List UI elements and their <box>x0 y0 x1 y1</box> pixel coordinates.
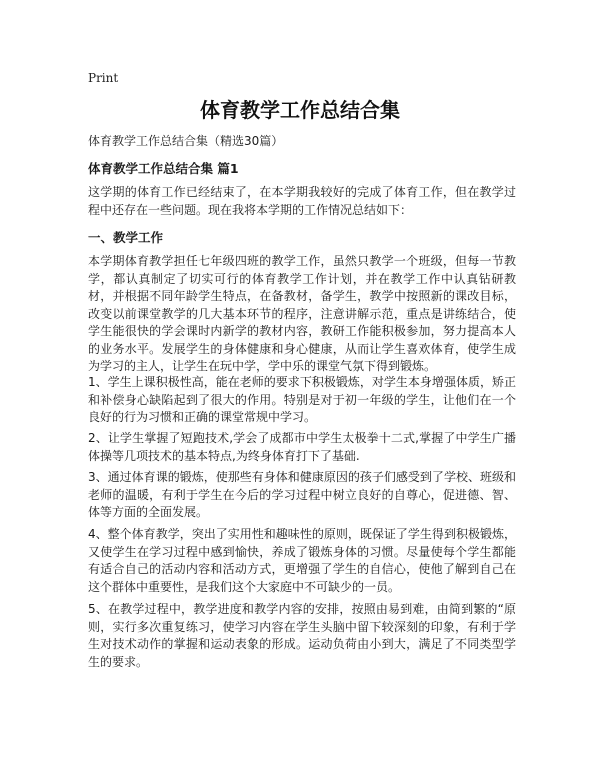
article-heading: 体育教学工作总结合集 篇1 <box>88 161 239 176</box>
point-paragraph-3: 3、通过体育课的锻炼，使那些有身体和健康原因的孩子们感受到了学校、班级和老师的温暖，有利于学生在今后的学习过程中树立良好的自尊心，促进德、智、体等方面的全面发展。 <box>88 470 516 519</box>
document-subtitle: 体育教学工作总结合集（精选30篇） <box>88 134 284 148</box>
section-heading-teaching: 一、教学工作 <box>88 230 164 245</box>
teaching-paragraph: 本学期体育教学担任七年级四班的教学工作，虽然只教学一个班级，但每一节教学，都认真制定了切实可行的体育教学工作计划，并在教学工作中认真钻研教材，并根据不同年龄学生特点，在备教材，备学生，教学中按照新的课改目标，改变以前课堂教学的几大基本环节的程序，注意讲解示范，重点是讲练结合，使学生能很快的学会课时内新学的教材内容，教研工作能积极参加，努力提高本人的业务水平。发展学生的身体健康和身心健康，从而让学生喜欢体育，使学生成为学习的主人，让学生在玩中学，学中乐的课堂气氛下得到锻炼。 <box>88 254 516 373</box>
point-paragraph-1: 1、学生上课积极性高，能在老师的要求下积极锻炼，对学生本身增强体质，矫正和补偿身心缺陷起到了很大的作用。特别是对于初一年级的学生，让他们在一个良好的行为习惯和正确的课堂常规中学习。 <box>88 375 516 424</box>
point-paragraph-4: 4、整个体育教学，突出了实用性和趣味性的原则，既保证了学生得到积极锻炼，又使学生在学习过程中感到愉快，养成了锻炼身体的习惯。尽量使每个学生都能有适合自己的活动内容和活动方式，更增强了学生的自信心，使他了解到自己在这个群体中重要性，是我们这个大家庭中不可缺少的一员。 <box>88 527 516 594</box>
point-paragraph-2: 2、让学生掌握了短跑技术,学会了成都市中学生太极拳十二式,掌握了中学生广播体操等几项技术的基本特点,为终身体育打下了基础. <box>88 431 516 463</box>
point-paragraph-5: 5、在教学过程中，教学进度和教学内容的安排，按照由易到难，由简到繁的“原则，实行多次重复练习，使学习内容在学生头脑中留下较深刻的印象，有利于学生对技术动作的掌握和运动表象的形成。运动负荷由小到大，满足了不同类型学生的要求。 <box>88 602 516 669</box>
print-link[interactable]: Print <box>88 71 119 85</box>
page-title: 体育教学工作总结合集 <box>200 98 400 122</box>
intro-paragraph: 这学期的体育工作已经结束了，在本学期我较好的完成了体育工作，但在教学过程中还存在一些问题。现在我将本学期的工作情况总结如下： <box>88 185 516 217</box>
